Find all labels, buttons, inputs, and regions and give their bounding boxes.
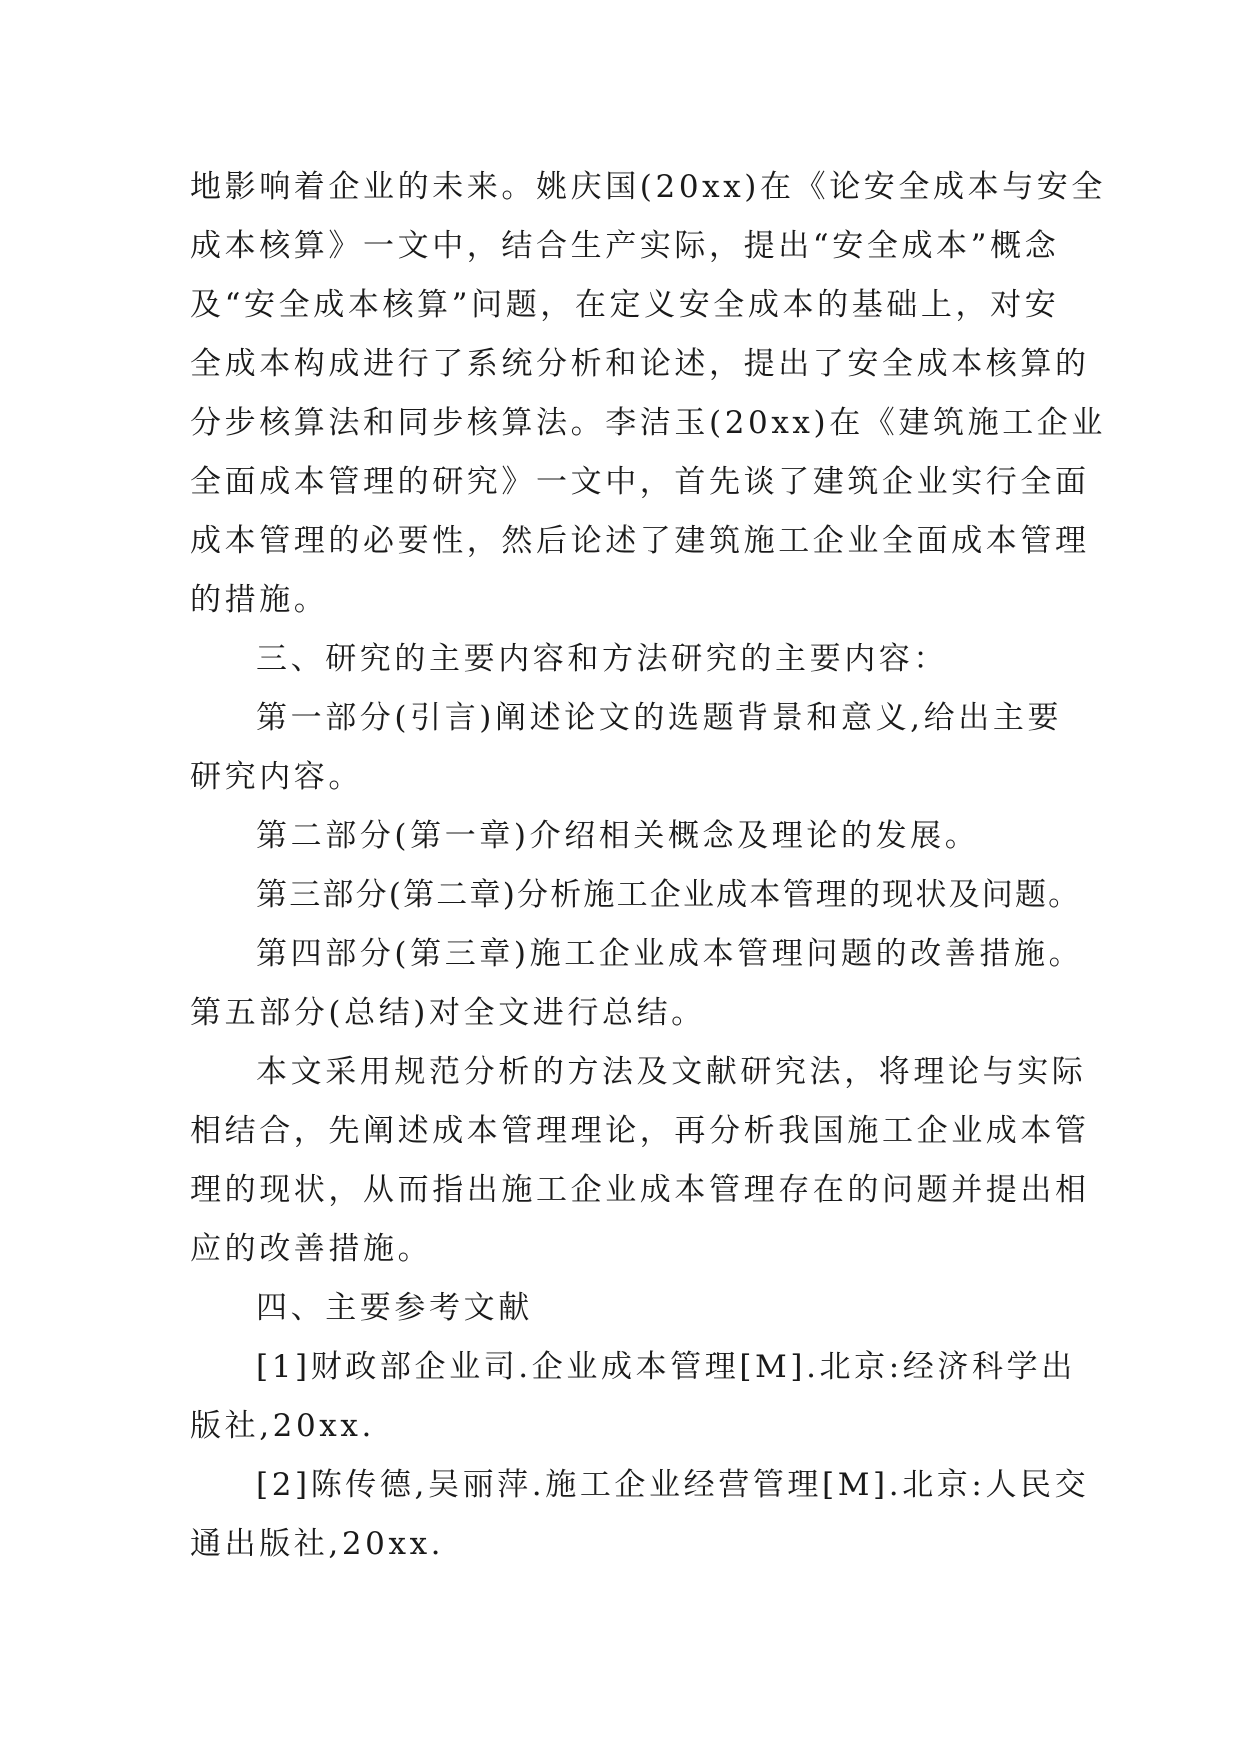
reference-item: 版社,20xx. [190, 1408, 375, 1444]
section-heading: 三、研究的主要内容和方法研究的主要内容： [256, 641, 948, 677]
text-line: 的措施。 [190, 582, 329, 618]
text-line: 第五部分(总结)对全文进行总结。 [190, 995, 706, 1031]
reference-item: [2]陈传德,吴丽萍.施工企业经营管理[M].北京:人民交 [256, 1467, 1090, 1503]
text-line: 第二部分(第一章)介绍相关概念及理论的发展。 [256, 818, 980, 854]
text-line: 第四部分(第三章)施工企业成本管理问题的改善措施。 [256, 936, 1084, 972]
text-line: 成本核算》一文中，结合生产实际，提出“安全成本”概念 [190, 228, 1060, 264]
text-line: 相结合，先阐述成本管理理论，再分析我国施工企业成本管 [190, 1113, 1090, 1149]
text-line: 全面成本管理的研究》一文中，首先谈了建筑企业实行全面 [190, 464, 1090, 500]
document-page [190, 158, 1106, 1574]
section-heading: 四、主要参考文献 [256, 1290, 533, 1326]
text-line: 本文采用规范分析的方法及文献研究法，将理论与实际 [256, 1054, 1087, 1090]
text-line: 分步核算法和同步核算法。李洁玉(20xx)在《建筑施工企业 [190, 405, 1106, 441]
text-line: 应的改善措施。 [190, 1231, 433, 1267]
text-line: 全成本构成进行了系统分析和论述，提出了安全成本核算的 [190, 346, 1090, 382]
reference-item: [1]财政部企业司.企业成本管理[M].北京:经济科学出 [256, 1349, 1076, 1385]
text-line: 及“安全成本核算”问题，在定义安全成本的基础上，对安 [190, 287, 1060, 323]
text-line: 地影响着企业的未来。姚庆国(20xx)在《论安全成本与安全 [190, 169, 1106, 205]
text-line: 成本管理的必要性，然后论述了建筑施工企业全面成本管理 [190, 523, 1090, 559]
text-line: 第三部分(第二章)分析施工企业成本管理的现状及问题。 [256, 877, 1082, 913]
text-line: 理的现状，从而指出施工企业成本管理存在的问题并提出相 [190, 1172, 1090, 1208]
reference-item: 通出版社,20xx. [190, 1526, 445, 1562]
text-line: 研究内容。 [190, 759, 363, 795]
text-line: 第一部分(引言)阐述论文的选题背景和意义,给出主要 [256, 700, 1063, 736]
